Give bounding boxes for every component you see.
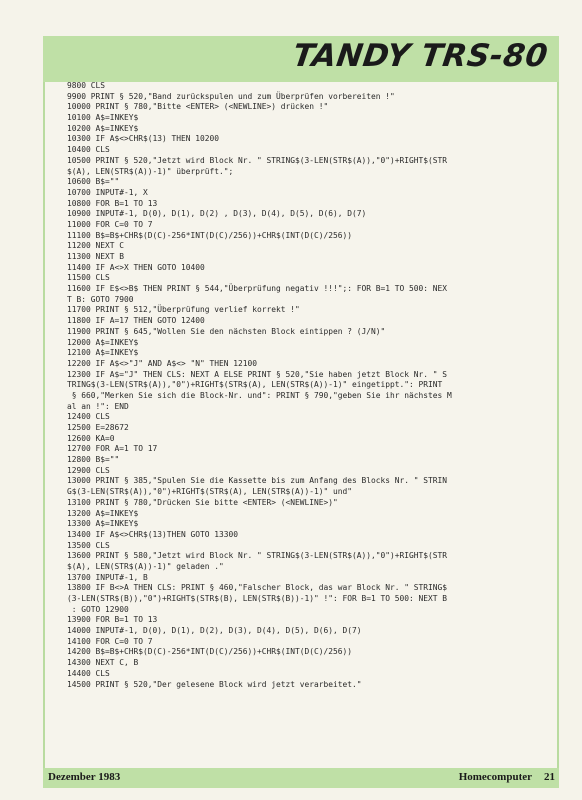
footer-publication <box>459 771 555 783</box>
listing-line: (3-LEN(STR$(B)),"0")+RIGHT$(STR$(B), LEN(STR$(B))-1)" !": FOR B=1 TO 500: NEXT B <box>67 594 448 603</box>
listing-line: 12500 E=28672 <box>67 423 129 432</box>
listing-line: 12000 A$=INKEY$ <box>67 337 139 347</box>
listing-line: 10600 B$="" <box>67 177 120 187</box>
listing-line: § 660,"Merken Sie sich die Block-Nr. und": PRINT § 790,"geben Sie ihr nächstes M <box>67 390 452 400</box>
listing-line: $(A), LEN(STR$(A))-1)" überprüft."; <box>67 166 234 176</box>
listing-line: 13000 PRINT § 385,"Spulen Sie die Kassette bis zum Anfang des Blocks Nr. " STRIN <box>67 476 448 486</box>
listing-line: al an !": END <box>67 401 129 411</box>
listing-line: 9900 PRINT § 520,"Band zurückspulen und zum Überprüfen vorbereiten !" <box>67 91 395 101</box>
listing-line: 10900 INPUT#-1, D(0), D(1), D(2) , D(3), D(4), D(5), D(6), D(7) <box>67 209 367 219</box>
listing-line: 10500 PRINT § 520,"Jetzt wird Block Nr. " STRING$(3-LEN(STR$(A)),"0")+RIGHT$(STR <box>67 155 448 165</box>
listing-line: TRING$(3-LEN(STR$(A)),"0")+RIGHT$(STR$(A), LEN(STR$(A))-1)" eingetippt.": PRINT <box>67 380 443 390</box>
listing-line: 14200 B$=B$+CHR$(D(C)-256*INT(D(C)/256))+CHR$(INT(D(C)/256)) <box>67 647 353 657</box>
listing-line: 13100 PRINT § 780,"Drücken Sie bitte <ENTER> (<NEWLINE>)" <box>67 497 338 507</box>
page-number: 21 <box>544 771 555 783</box>
header-title: TANDY TRS-80 <box>290 38 551 74</box>
listing-line: 12800 B$="" <box>67 455 120 465</box>
listing-line: 11500 CLS <box>67 273 110 283</box>
listing-line: 11600 IF E$<>B$ THEN PRINT § 544,"Überprüfung negativ !!!";: FOR B=1 TO 500: NEX <box>67 284 448 294</box>
listing-line: 11700 PRINT § 512,"Überprüfung verlief korrekt !" <box>67 305 300 315</box>
listing-line: 10000 PRINT § 780,"Bitte <ENTER> (<NEWLINE>) drücken !" <box>67 102 329 112</box>
listing-line: 12100 A$=INKEY$ <box>67 348 139 358</box>
listing-line: 12200 IF A$<>"J" AND A$<> "N" THEN 12100 <box>67 358 258 368</box>
listing-line: T B: GOTO 7900 <box>67 294 134 304</box>
listing-line: 13300 A$=INKEY$ <box>67 519 139 529</box>
listing-line: 13800 IF B<>A THEN CLS: PRINT § 460,"Falscher Block, das war Block Nr. " STRING$ <box>67 583 448 593</box>
footer-date: Dezember 1983 <box>48 771 121 783</box>
listing-line: 13400 IF A$<>CHR$(13)THEN GOTO 13300 <box>67 529 239 539</box>
listing-line: 12700 FOR A=1 TO 17 <box>67 444 158 454</box>
listing-line: 14100 FOR C=0 TO 7 <box>67 636 153 646</box>
listing-line: 11200 NEXT C <box>67 241 125 251</box>
listing-line: 13500 CLS <box>67 540 110 550</box>
listing-line: : GOTO 12900 <box>67 604 129 614</box>
listing-line: 11400 IF A<>X THEN GOTO 10400 <box>67 262 205 272</box>
listing-line: 12300 IF A$="J" THEN CLS: NEXT A ELSE PRINT § 520,"Sie haben jetzt Block Nr. " S <box>67 369 448 379</box>
listing-line: 13700 INPUT#-1, B <box>67 572 148 582</box>
listing-line: 10800 FOR B=1 TO 13 <box>67 198 158 208</box>
listing-line: 14500 PRINT § 520,"Der gelesene Block wird jetzt verarbeitet." <box>67 679 362 689</box>
listing-line: 10400 CLS <box>67 145 110 155</box>
listing-line: 10300 IF A$<>CHR$(13) THEN 10200 <box>67 134 220 144</box>
listing-line: 11100 B$=B$+CHR$(D(C)-256*INT(D(C)/256))+CHR$(INT(D(C)/256)) <box>67 230 353 240</box>
listing-line: 14300 NEXT C, B <box>67 658 139 668</box>
listing-line: 12900 CLS <box>67 465 110 475</box>
listing-line: 9800 CLS <box>67 81 106 90</box>
listing-line: 10100 A$=INKEY$ <box>67 113 139 123</box>
listing-line: 14400 CLS <box>67 668 110 678</box>
listing-line: 11000 FOR C=0 TO 7 <box>67 219 153 229</box>
listing-line: 13600 PRINT § 580,"Jetzt wird Block Nr. " STRING$(3-LEN(STR$(A)),"0")+RIGHT$(STR <box>67 551 448 561</box>
listing-line: G$(3-LEN(STR$(A)),"0")+RIGHT$(STR$(A), LEN(STR$(A))-1)" und" <box>67 487 353 497</box>
listing-line: 12600 KA=0 <box>67 433 115 443</box>
listing-line: 12400 CLS <box>67 412 110 422</box>
listing-line: 13900 FOR B=1 TO 13 <box>67 615 158 625</box>
listing-line: 11300 NEXT B <box>67 252 125 261</box>
listing-line: 10200 A$=INKEY$ <box>67 123 139 133</box>
listing-line: 10700 INPUT#-1, X <box>67 187 148 197</box>
listing-line: 13200 A$=INKEY$ <box>67 508 139 518</box>
listing-line: 11900 PRINT § 645,"Wollen Sie den nächsten Block eintippen ? (J/N)" <box>67 326 386 336</box>
listing-line: 11800 IF A=17 THEN GOTO 12400 <box>67 316 205 326</box>
listing-line: 14000 INPUT#-1, D(0), D(1), D(2), D(3), D(4), D(5), D(6), D(7) <box>67 626 362 636</box>
listing-line: $(A), LEN(STR$(A))-1)" geladen ." <box>67 561 224 571</box>
footer-magazine-name: Homecomputer <box>458 771 532 783</box>
program-listing <box>67 81 557 766</box>
